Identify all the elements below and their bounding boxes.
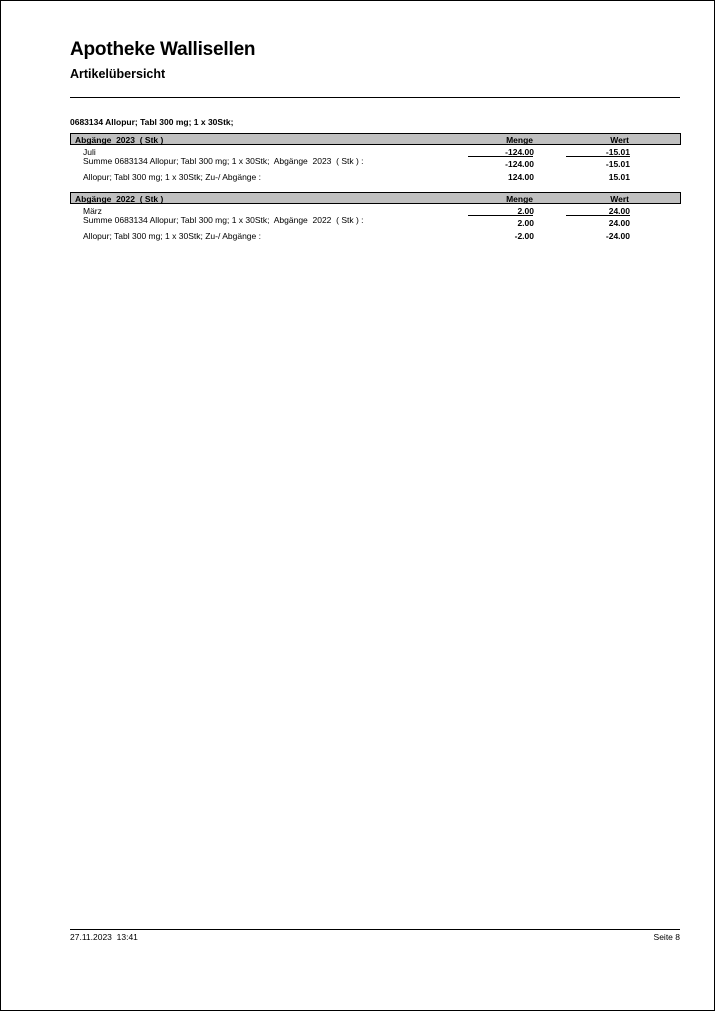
sum-menge: -124.00 xyxy=(505,159,534,169)
column-header-menge: Menge xyxy=(506,194,533,204)
article-title: 0683134 Allopur; Tabl 300 mg; 1 x 30Stk; xyxy=(70,117,234,127)
sum-underline-wert xyxy=(566,156,630,157)
month-row xyxy=(70,204,681,215)
sum-wert: -15.01 xyxy=(605,159,630,169)
sum-underline-menge xyxy=(468,156,533,157)
total-wert: 15.01 xyxy=(608,172,630,182)
sum-row xyxy=(70,215,681,229)
sum-label: Summe 0683134 Allopur; Tabl 300 mg; 1 x 30Stk; Abgänge 2022 ( Stk ) : xyxy=(83,215,364,225)
total-menge: -2.00 xyxy=(514,231,534,241)
column-header-wert: Wert xyxy=(610,194,629,204)
month-wert: -15.01 xyxy=(605,147,630,157)
total-label: Allopur; Tabl 300 mg; 1 x 30Stk; Zu-/ Abgänge : xyxy=(83,172,261,182)
sum-wert: 24.00 xyxy=(608,218,630,228)
section-abgaenge-2022 xyxy=(70,192,681,240)
month-label: März xyxy=(83,206,102,216)
section-title: Abgänge 2023 ( Stk ) xyxy=(75,135,164,145)
column-header-wert: Wert xyxy=(610,135,629,145)
footer-datetime: 27.11.2023 13:41 xyxy=(70,932,138,942)
footer-divider xyxy=(70,929,680,930)
total-row xyxy=(70,229,681,240)
month-wert: 24.00 xyxy=(608,206,630,216)
report-title: Artikelübersicht xyxy=(70,67,166,81)
column-header-menge: Menge xyxy=(506,135,533,145)
pharmacy-name: Apotheke Wallisellen xyxy=(70,39,256,60)
total-label: Allopur; Tabl 300 mg; 1 x 30Stk; Zu-/ Abgänge : xyxy=(83,231,261,241)
month-row xyxy=(70,145,681,156)
total-menge: 124.00 xyxy=(508,172,534,182)
section-abgaenge-2023 xyxy=(70,133,681,181)
sum-row xyxy=(70,156,681,170)
footer-page-number: Seite 8 xyxy=(653,932,680,942)
month-menge: 2.00 xyxy=(517,206,534,216)
total-row xyxy=(70,170,681,181)
month-menge: -124.00 xyxy=(505,147,534,157)
section-header xyxy=(70,192,681,204)
sum-underline-wert xyxy=(566,215,630,216)
section-header xyxy=(70,133,681,145)
section-title: Abgänge 2022 ( Stk ) xyxy=(75,194,164,204)
month-label: Juli xyxy=(83,147,96,157)
sum-label: Summe 0683134 Allopur; Tabl 300 mg; 1 x 30Stk; Abgänge 2023 ( Stk ) : xyxy=(83,156,364,166)
total-wert: -24.00 xyxy=(605,231,630,241)
sum-underline-menge xyxy=(468,215,533,216)
sum-menge: 2.00 xyxy=(517,218,534,228)
header-divider xyxy=(70,97,680,98)
